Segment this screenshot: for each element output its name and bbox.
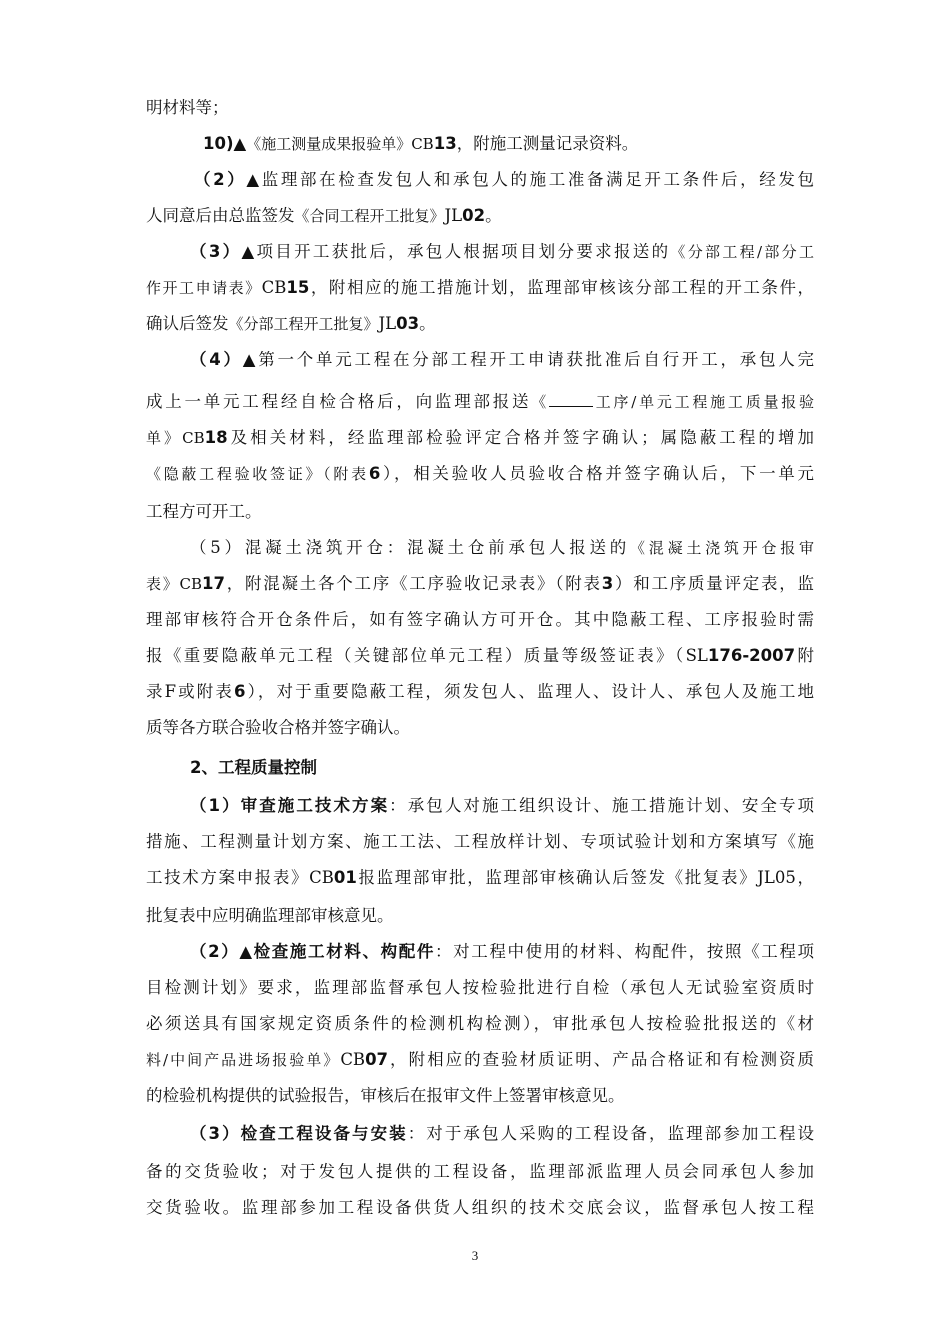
text-line: （1）审查施工技术方案：承包人对施工组织设计、施工措施计划、安全专项 xyxy=(190,796,815,815)
text-line: 表》CB17，附混凝土各个工序《工序验收记录表》（附表3）和工序质量评定表，监 xyxy=(146,574,815,593)
text-line: 的检验机构提供的试验报告，审核后在报审文件上签署审核意见。 xyxy=(146,1086,625,1105)
text-line: 录F或附表6），对于重要隐蔽工程，须发包人、监理人、设计人、承包人及施工地 xyxy=(146,682,815,701)
text-line: 工技术方案申报表》CB01报监理部审批，监理部审核确认后签发《批复表》JL05， xyxy=(146,868,814,887)
text-line: 确认后签发《分部工程开工批复》JL03。 xyxy=(146,314,436,333)
text-line: 备的交货验收；对于发包人提供的工程设备，监理部派监理人员会同承包人参加 xyxy=(146,1162,814,1181)
text-line: 必须送具有国家规定资质条件的检测机构检测），审批承包人按检验批报送的《材 xyxy=(146,1014,814,1033)
text-line: 质等各方联合验收合格并签字确认。 xyxy=(146,718,410,737)
text-line: 明材料等； xyxy=(146,98,229,117)
text-line: 《隐蔽工程验收签证》（附表6），相关验收人员验收合格并签字确认后，下一单元 xyxy=(146,464,814,483)
page-number: 3 xyxy=(471,1248,479,1263)
text-line: （3）▲项目开工获批后，承包人根据项目划分要求报送的《分部工程/部分工 xyxy=(190,242,814,261)
text-line: 单》CB18及相关材料，经监理部检验评定合格并签字确认；属隐蔽工程的增加 xyxy=(146,428,814,447)
text-line: （5）混凝土浇筑开仓：混凝土仓前承包人报送的《混凝土浇筑开仓报审 xyxy=(190,538,814,557)
text-line: 措施、工程测量计划方案、施工工法、工程放样计划、专项试验计划和方案填写《施 xyxy=(146,832,814,851)
text-line: 批复表中应明确监理部审核意见。 xyxy=(146,906,394,925)
text-line: 工程方可开工。 xyxy=(146,502,262,521)
text-line: （3）检查工程设备与安装：对于承包人采购的工程设备，监理部参加工程设 xyxy=(190,1124,815,1143)
text-line: 目检测计划》要求，监理部监督承包人按检验批进行自检（承包人无试验室资质时 xyxy=(146,978,814,997)
text-line: 作开工申请表》CB15，附相应的施工措施计划，监理部审核该分部工程的开工条件， xyxy=(146,278,814,297)
text-line: 料/中间产品进场报验单》CB07，附相应的查验材质证明、产品合格证和有检测资质 xyxy=(146,1050,815,1069)
text-line: 10)▲《施工测量成果报验单》CB13，附施工测量记录资料。 xyxy=(203,134,639,153)
blank-underline xyxy=(549,392,593,407)
text-line: 交货验收。监理部参加工程设备供货人组织的技术交底会议，监督承包人按工程 xyxy=(146,1198,814,1217)
text-line: （4）▲第一个单元工程在分部工程开工申请获批准后自行开工，承包人完 xyxy=(190,350,814,369)
text-line: 理部审核符合开仓条件后，如有签字确认方可开仓。其中隐蔽工程、工序报验时需 xyxy=(146,610,814,629)
text-line: 成上一单元工程经自检合格后，向监理部报送《 工序/单元工程施工质量报验 xyxy=(146,392,814,411)
text-line: 人同意后由总监签发《合同工程开工批复》JL02。 xyxy=(146,206,502,225)
section-heading: 2、工程质量控制 xyxy=(190,758,317,777)
text-line: 报《重要隐蔽单元工程（关键部位单元工程）质量等级签证表》（SL176-2007附 xyxy=(146,646,815,665)
text-line: （2）▲检查施工材料、构配件：对工程中使用的材料、构配件，按照《工程项 xyxy=(190,942,814,961)
text-line: （2）▲监理部在检查发包人和承包人的施工准备满足开工条件后，经发包 xyxy=(194,170,814,189)
